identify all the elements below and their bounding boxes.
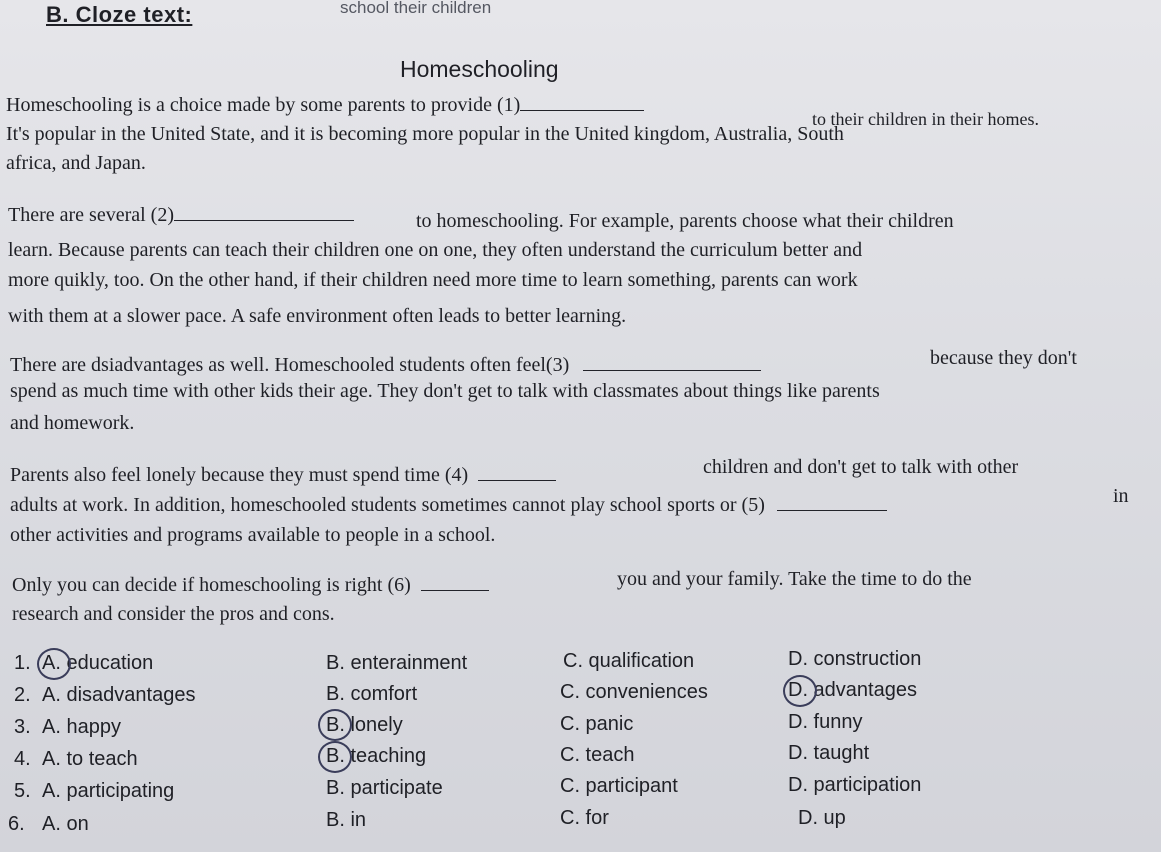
paragraph-1-line-1-end: to their children in their homes. [812, 109, 1039, 129]
question-5-option-d[interactable]: D. participation [788, 774, 922, 796]
question-2-number: 2. [14, 684, 31, 706]
paragraph-2-line-1-end: to homeschooling. For example, parents choose what their children [416, 210, 954, 232]
blank-6[interactable] [421, 570, 489, 591]
question-6-option-d[interactable]: D. up [798, 807, 846, 829]
paragraph-1-line-2: It's popular in the United State, and it is becoming more popular in the United kingdom, Australia, South [6, 123, 844, 145]
question-6-option-a[interactable]: A. on [42, 813, 89, 835]
question-5-option-c[interactable]: C. participant [560, 775, 678, 797]
answer-circle-q3 [318, 709, 352, 741]
question-3-option-a[interactable]: A. happy [42, 716, 121, 738]
paragraph-3-line-1-end: because they don't [930, 347, 1077, 369]
paragraph-5-line-2: research and consider the pros and cons. [12, 603, 335, 625]
question-4-option-a[interactable]: A. to teach [42, 748, 138, 770]
question-6-option-c[interactable]: C. for [560, 807, 609, 829]
question-5-option-a[interactable]: A. participating [42, 780, 175, 802]
paragraph-3-line-3: and homework. [10, 412, 135, 434]
question-2-option-d[interactable]: D. advantages [788, 679, 917, 701]
faded-header-text: school their children [340, 0, 492, 17]
paragraph-4-line-2-end: in [1113, 485, 1129, 507]
question-4-option-b[interactable]: B. teaching [326, 745, 427, 767]
paragraph-4-line-1: Parents also feel lonely because they must spend time (4) [10, 460, 556, 490]
paragraph-4-line-2: adults at work. In addition, homeschooled students sometimes cannot play school sports or (5) [10, 490, 887, 520]
blank-5[interactable] [777, 490, 887, 511]
answer-circle-q4 [318, 741, 352, 773]
question-1-option-c[interactable]: C. qualification [563, 650, 695, 672]
paragraph-4-line-1-end: children and don't get to talk with other [703, 456, 1019, 478]
question-4-number: 4. [14, 748, 31, 770]
paragraph-1-line-1: Homeschooling is a choice made by some parents to provide (1) [6, 90, 644, 120]
blank-3[interactable] [583, 350, 761, 371]
question-2-option-b[interactable]: B. comfort [326, 683, 418, 705]
paragraph-2-line-2: learn. Because parents can teach their children one on one, they often understand the curriculum better and [8, 239, 863, 261]
paragraph-5-line-1-end: you and your family. Take the time to do the [617, 568, 972, 590]
paragraph-2-line-4: with them at a slower pace. A safe environment often leads to better learning. [8, 305, 627, 327]
question-3-option-d[interactable]: D. funny [788, 711, 863, 733]
paragraph-4-line-3: other activities and programs available to people in a school. [10, 524, 496, 546]
question-3-number: 3. [14, 716, 31, 738]
answer-circle-q1 [37, 648, 71, 680]
question-1-number: 1. [14, 652, 31, 674]
blank-4[interactable] [478, 460, 556, 481]
answer-circle-q2 [783, 675, 817, 707]
question-1-option-b[interactable]: B. enterainment [326, 652, 468, 674]
question-6-option-b[interactable]: B. in [326, 809, 367, 831]
paragraph-2-line-3: more quikly, too. On the other hand, if their children need more time to learn something, parents can work [8, 269, 858, 291]
page-title: Homeschooling [400, 56, 559, 82]
question-2-option-c[interactable]: C. conveniences [560, 681, 708, 703]
question-5-option-b[interactable]: B. participate [326, 777, 443, 799]
question-1-option-d[interactable]: D. construction [788, 648, 922, 670]
paragraph-2-line-1: There are several (2) [8, 200, 354, 230]
paragraph-5-line-1: Only you can decide if homeschooling is right (6) [12, 570, 489, 600]
paragraph-1-line-3: africa, and Japan. [6, 152, 146, 174]
paragraph-3-line-1: There are dsiadvantages as well. Homeschooled students often feel(3) [10, 350, 761, 380]
question-4-option-d[interactable]: D. taught [788, 742, 870, 764]
question-3-option-b[interactable]: B. lonely [326, 714, 403, 736]
question-3-option-c[interactable]: C. panic [560, 713, 634, 735]
question-2-option-a[interactable]: A. disadvantages [42, 684, 196, 706]
paragraph-3-line-2: spend as much time with other kids their age. They don't get to talk with classmates about things like parents [10, 380, 880, 402]
question-1-option-a[interactable]: A. education [42, 652, 154, 674]
blank-2[interactable] [174, 200, 354, 221]
section-label: B. Cloze text: [46, 2, 193, 27]
question-5-number: 5. [14, 780, 31, 802]
question-4-option-c[interactable]: C. teach [560, 744, 635, 766]
blank-1[interactable] [520, 90, 644, 111]
question-6-number: 6. [8, 813, 25, 835]
